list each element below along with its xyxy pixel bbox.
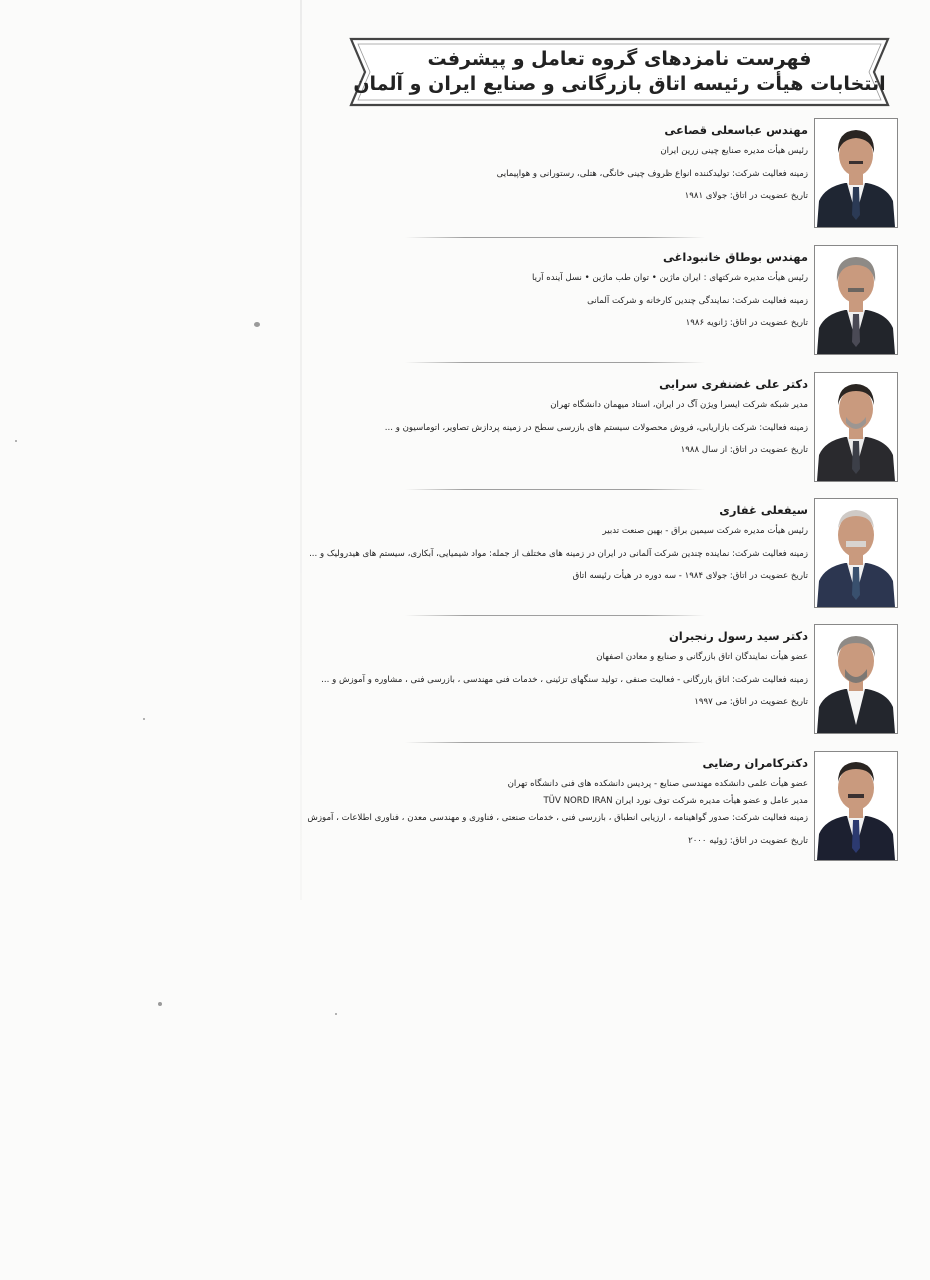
candidate-activity: زمینه فعالیت شرکت: نماینده چندین شرکت آلمانی در ایران در زمینه های مختلف از جمله: مواد شیمیایی، آبکاری، سیستم های هیدرولیک و ... <box>309 548 808 559</box>
candidate-position: عضو هیأت علمی دانشکده مهندسی صنایع - پردیس دانشکده های فنی دانشگاه تهران <box>507 779 808 789</box>
candidate-name: دکتر سید رسول رنجبران <box>668 629 808 643</box>
candidate-photo <box>814 118 898 228</box>
candidate-name: سیفعلی غفاری <box>719 503 808 517</box>
section-divider <box>405 362 705 363</box>
candidate-photo <box>814 624 898 734</box>
section-divider <box>405 489 705 490</box>
candidate-card <box>307 751 898 863</box>
portrait-image <box>815 373 897 481</box>
scan-speck <box>254 322 260 327</box>
candidate-name: دکتر علی غضنفری سرابی <box>659 377 808 391</box>
portrait-image <box>815 499 897 607</box>
candidate-activity: زمینه فعالیت شرکت: تولیدکننده انواع ظروف چینی خانگی، هتلی، رستورانی و هواپیمایی <box>496 168 808 179</box>
candidate-position-secondary: مدیر عامل و عضو هیأت مدیره شرکت توف نورد ایران TÜV NORD IRAN <box>543 796 808 806</box>
scan-speck <box>143 718 145 720</box>
portrait-image <box>815 246 897 354</box>
candidate-membership-date: تاریخ عضویت در اتاق: می ۱۹۹۷ <box>694 697 808 707</box>
candidate-position: مدیر شبکه شرکت ایسرا ویژن آگ در ایران، استاد میهمان دانشگاه تهران <box>550 400 808 410</box>
section-divider <box>405 742 705 743</box>
candidate-photo <box>814 751 898 861</box>
candidate-activity: زمینه فعالیت شرکت: صدور گواهینامه ، ارزیابی انطباق ، بازرسی فنی ، خدمات صنعتی ، فناوری و مهندسی معدن ، فناوری اطلاعات ، آموزش <box>307 813 808 823</box>
scan-speck <box>158 1002 162 1006</box>
candidate-position: عضو هیأت نمایندگان اتاق بازرگانی و صنایع و معادن اصفهان <box>596 652 808 662</box>
section-divider <box>405 237 705 238</box>
portrait-image <box>815 752 897 860</box>
scan-speck <box>15 440 17 442</box>
scan-speck <box>335 1013 337 1015</box>
candidate-name: مهندس بوطاق خانبوداغی <box>662 250 808 264</box>
page-title-line-1: فهرست نامزدهای گروه تعامل و پیشرفت <box>427 48 812 70</box>
page-fold-shadow <box>300 0 302 900</box>
candidate-position: رئیس هیأت مدیره شرکتهای : ایران ماژین • توان طب ماژین • نسل آینده آریا <box>531 273 808 283</box>
candidate-photo <box>814 498 898 608</box>
candidate-membership-date: تاریخ عضویت در اتاق: ژانویه ۱۹۸۶ <box>685 318 808 328</box>
candidate-activity: زمینه فعالیت شرکت: نمایندگی چندین کارخانه و شرکت آلمانی <box>587 295 808 306</box>
page-title-line-2: انتخابات هیأت رئیسه اتاق بازرگانی و صنایع ایران و آلمان <box>353 73 886 95</box>
candidate-membership-date: تاریخ عضویت در اتاق: از سال ۱۹۸۸ <box>680 445 808 455</box>
candidate-name: مهندس عباسعلی قصاعی <box>664 123 808 137</box>
candidate-activity: زمینه فعالیت: شرکت بازاریابی، فروش محصولات سیستم های بازرسی سطح در زمینه پردازش تصاویر، اتوماسیون و ... <box>384 422 808 433</box>
candidate-name: دکترکامران رضایی <box>702 756 808 770</box>
candidate-card <box>309 498 898 610</box>
candidate-photo <box>814 245 898 355</box>
candidate-photo <box>814 372 898 482</box>
section-divider <box>405 615 705 616</box>
candidate-card <box>321 624 898 736</box>
candidate-activity: زمینه فعالیت شرکت: اتاق بازرگانی - فعالیت صنفی ، تولید سنگهای تزئینی ، خدمات فنی مهندسی ، بازرسی فنی ، مشاوره و آموزش و ... <box>321 674 808 685</box>
title-banner <box>347 36 892 108</box>
candidate-membership-date: تاریخ عضویت در اتاق: جولای ۱۹۸۱ <box>684 191 808 201</box>
portrait-image <box>815 119 897 227</box>
candidate-card <box>370 245 898 357</box>
candidate-membership-date: تاریخ عضویت در اتاق: ژوئیه ۲۰۰۰ <box>688 835 808 846</box>
candidate-position: رئیس هیأت مدیره صنایع چینی زرین ایران <box>660 146 808 156</box>
portrait-image <box>815 625 897 733</box>
candidate-card <box>370 118 898 230</box>
candidate-position: رئیس هیأت مدیره شرکت سیمین براق - بهین صنعت تدبیر <box>602 526 808 536</box>
candidate-membership-date: تاریخ عضویت در اتاق: جولای ۱۹۸۴ - سه دوره در هیأت رئیسه اتاق <box>572 571 808 581</box>
candidate-card <box>370 372 898 484</box>
